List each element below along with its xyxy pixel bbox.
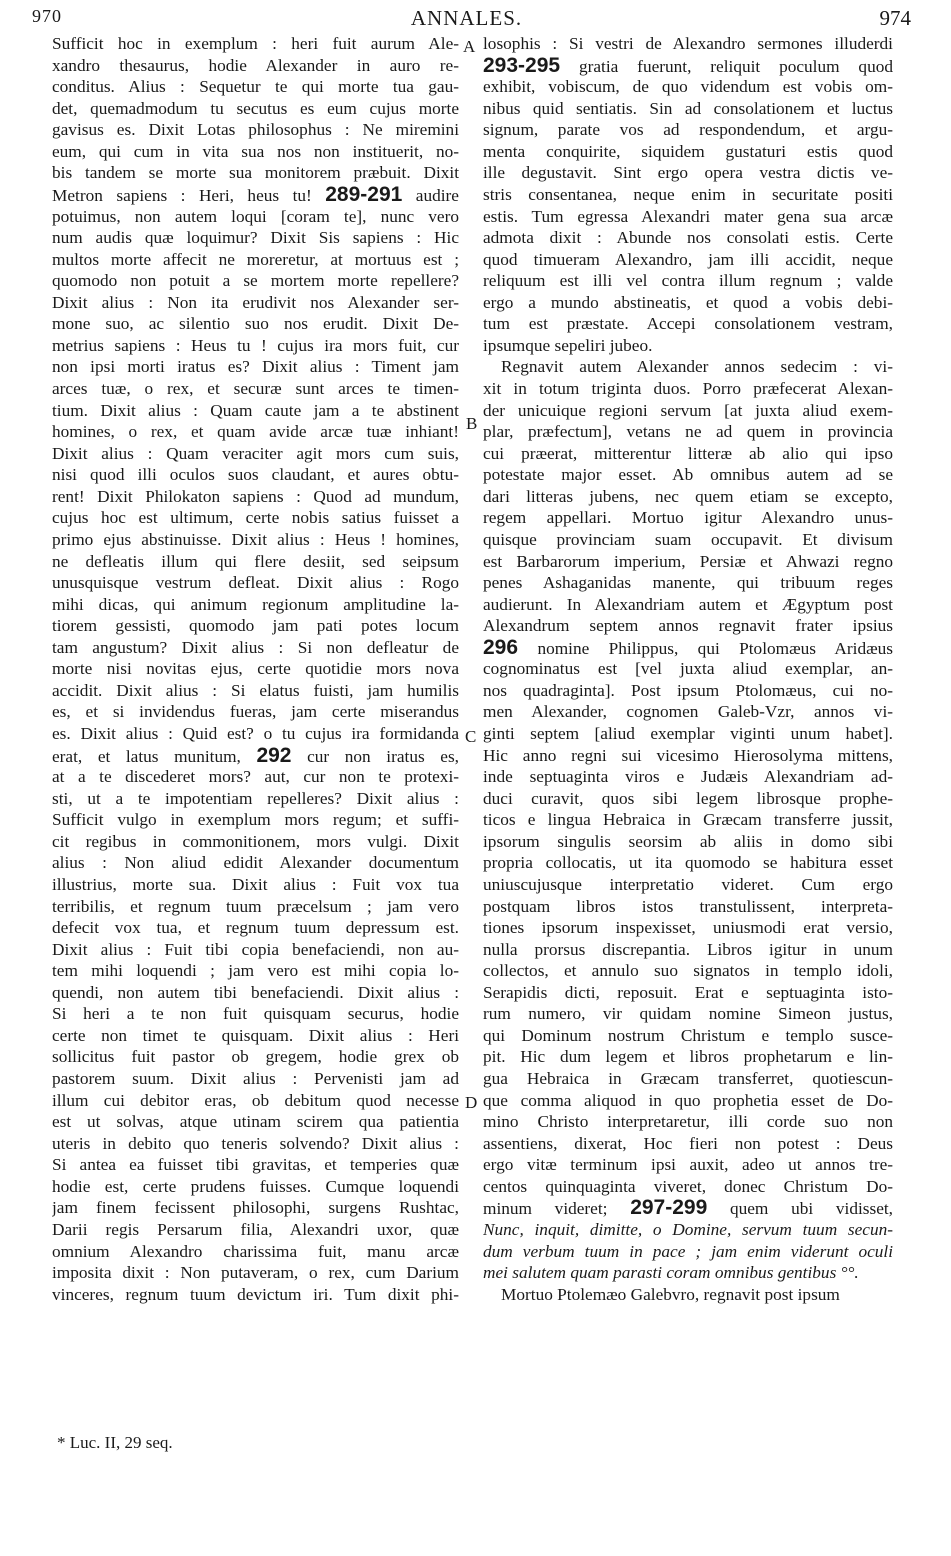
text-line [483, 680, 893, 702]
line-text: regem appellari. Mortuo igitur Alexandro unus- [483, 508, 893, 528]
line-text: es, et si invidendus fueras, jam certe miserandus [52, 702, 459, 722]
running-header [22, 6, 911, 32]
text-line [52, 292, 459, 314]
line-text: hodie est, certe prudens fuisses. Cumque loquendi [52, 1176, 459, 1196]
text-line [483, 529, 893, 551]
text-line [52, 637, 459, 659]
line-text: nos quadraginta]. Post ipsum Ptolomæus, cui no- [483, 680, 893, 700]
text-line [483, 1046, 893, 1068]
line-text: gratia fuerunt, reliquit poculum quod [578, 56, 893, 76]
line-text: men Alexander, cognomen Galeb-Vzr, annos vi- [483, 702, 893, 722]
text-line [52, 1003, 459, 1025]
line-text: admota dixit : Abunde nos consolati estis. Certe [483, 228, 893, 248]
line-text: pit. Hic dum legem et libros prophetarum e lin- [483, 1047, 893, 1067]
text-line [52, 766, 459, 788]
line-text: xit in totum triginta duos. Porro præfecerat Alexan- [483, 379, 893, 398]
line-text: quod timueram Alexandro, jam illi accidit, neque [483, 249, 893, 269]
text-line [52, 917, 459, 939]
text-line [483, 162, 893, 184]
text-line [483, 1176, 893, 1198]
text-line [483, 55, 893, 77]
text-line [483, 1090, 893, 1112]
line-text: defecit vox tua, et regnum tuum depressum est. [52, 918, 459, 938]
line-text: jam finem fecissent philosophi, surgens Rushtac, [52, 1198, 459, 1218]
page-number-left: 970 [32, 6, 62, 26]
text-line [483, 486, 893, 508]
text-line [483, 1284, 893, 1306]
line-text: audire [415, 185, 459, 205]
line-text: Dixit alius : Non ita erudivit nos Alexander ser- [52, 292, 459, 312]
text-line [52, 162, 459, 184]
marginal-number: 296 [483, 636, 519, 659]
text-line [483, 766, 893, 788]
line-text: certe non timet te quisquam. Dixit alius : Heri [52, 1025, 459, 1045]
text-line [52, 356, 459, 378]
text-line [483, 464, 893, 486]
text-line [52, 313, 459, 335]
line-text: Serapidis dicti, reposuit. Erat e septuaginta isto- [483, 982, 893, 1002]
text-line [483, 831, 893, 853]
text-line [52, 1176, 459, 1198]
text-line [483, 400, 893, 422]
line-text: unusquisque vestrum defleat. Dixit alius : Rogo [52, 573, 459, 593]
text-line [483, 809, 893, 831]
line-text: ginti septem [aliud exemplar viginti unum habet]. [483, 724, 893, 743]
line-text: tem mihi loquendi ; jam vero est mihi copia lo- [52, 961, 459, 981]
line-text: ergo a mundo abstineatis, et quod a vobis debi- [483, 292, 893, 312]
text-line [483, 982, 893, 1004]
text-line [483, 1025, 893, 1047]
text-line [483, 723, 893, 745]
line-text: quem ubi vidisset, [729, 1199, 893, 1219]
text-line [483, 119, 893, 141]
running-title: ANNALES. [410, 6, 523, 30]
text-line [483, 745, 893, 767]
line-text: multos morte affecit ne moreretur, at mortuus est ; [52, 249, 459, 269]
line-text: accidit. Dixit alius : Si elatus fuisti, jam humilis [52, 680, 459, 700]
text-line [52, 1241, 459, 1263]
text-line [483, 206, 893, 228]
text-line [483, 896, 893, 918]
margin-marker-a: A [463, 37, 476, 56]
line-text: rent! Dixit Philokaton sapiens : Quod ad mundum, [52, 486, 459, 506]
text-line [52, 486, 459, 508]
marginal-number: 292 [256, 744, 292, 767]
margin-marker-c: C [465, 727, 477, 746]
margin-marker-b: B [466, 414, 478, 433]
line-text: cujus hoc est ultimum, certe nobis satius fuisset a [52, 508, 459, 528]
line-text: centos quinquaginta viveret, donec Christum Do- [483, 1176, 893, 1196]
text-line [52, 680, 459, 702]
text-line [483, 939, 893, 961]
text-line [483, 356, 893, 378]
line-text: num audis quæ loquimur? Dixit Sis sapiens : Hic [52, 228, 459, 248]
line-text: cur non iratus es, [307, 746, 459, 766]
line-text: que comma aliquod in quo prophetia esset de Do- [483, 1090, 893, 1110]
text-line [52, 1025, 459, 1047]
text-line [52, 119, 459, 141]
text-line [52, 335, 459, 357]
right-column [483, 33, 893, 1305]
text-line [52, 723, 459, 745]
text-line [52, 788, 459, 810]
line-text: xandro thesaurus, hodie Alexander in auro re- [52, 55, 459, 75]
line-text: losophis : Si vestri de Alexandro sermones illuderdi [483, 34, 893, 53]
text-line [52, 141, 459, 163]
line-text: postquam libros istos transtulissent, interpreta- [483, 896, 893, 916]
line-text: propria collocatis, ut ita quomodo se habitura esset [483, 853, 893, 873]
text-line [483, 1262, 893, 1284]
line-text: mei salutem quam parasti coram omnibus gentibus °°. [483, 1263, 859, 1283]
line-text: reliquum est illi vel contra illum regnum ; valde [483, 271, 893, 291]
text-line [483, 1219, 893, 1241]
text-line [52, 809, 459, 831]
line-text: Sufficit vulgo in exemplum mors regum; et suffi- [52, 810, 459, 830]
line-text: assentiens, dixerat, Hoc fieri non potest : Deus [483, 1133, 893, 1153]
line-text: ne defleatis illum qui flere desiit, sed seipsum [52, 551, 459, 571]
text-line [483, 852, 893, 874]
marginal-number: 293-295 [483, 54, 561, 77]
line-text: dum verbum tuum in pace ; jam enim viderunt oculi [483, 1241, 893, 1261]
text-line [52, 615, 459, 637]
line-text: Dixit alius : Fuit tibi copia benefaciendi, non au- [52, 939, 459, 959]
line-text: nisi quod illi oculos suos claudant, et aures obtu- [52, 465, 459, 485]
line-text: stris consentanea, neque enim in securitate positi [483, 184, 893, 204]
marginal-number: 289-291 [325, 183, 403, 206]
text-line [52, 874, 459, 896]
text-line [52, 55, 459, 77]
text-line [483, 572, 893, 594]
margin-marker-d: D [465, 1093, 478, 1112]
line-text: sti, ut a te impotentiam repelleres? Dixit alius : [52, 788, 459, 808]
left-column [52, 33, 459, 1305]
text-line [483, 1003, 893, 1025]
text-line [52, 421, 459, 443]
line-text: ipsumque sepeliri jubeo. [483, 335, 653, 355]
text-line [483, 507, 893, 529]
line-text: mihi dicas, qui animum regionum amplitudine la- [52, 594, 459, 614]
line-text: minum videret; [483, 1199, 608, 1219]
text-line [52, 1090, 459, 1112]
line-text: mino Christo interpretaretur, illi corde suo non [483, 1112, 893, 1132]
text-line [483, 1111, 893, 1133]
line-text: ticos e lingua Hebraica in Græcam transferre jussit, [483, 810, 893, 830]
line-text: gua Hebraica in Græcam transferret, quotiescun- [483, 1069, 893, 1088]
text-line [483, 1133, 893, 1155]
page-number-right: 974 [879, 6, 911, 30]
text-line [52, 184, 459, 206]
line-text: uniuscujusque interpretatio videret. Cum ergo [483, 874, 893, 894]
text-line [52, 658, 459, 680]
text-line [483, 1241, 893, 1263]
line-text: collectos, et annulo suo signatos in templo idoli, [483, 961, 893, 981]
line-text: Darii regis Persarum filia, Alexandri uxor, quæ [52, 1219, 459, 1239]
line-text: Sufficit hoc in exemplum : heri fuit aurum Ale- [52, 34, 459, 53]
line-text: tam angustum? Dixit alius : Si non defleatur de [52, 637, 459, 657]
text-line [483, 313, 893, 335]
line-text: qui Dominum nostrum Christum e templo susce- [483, 1025, 893, 1045]
line-text: det, quemadmodum tu secutus es eum cujus morte [52, 98, 459, 118]
line-text: exhibit, vobiscum, de quo videndum est vobis om- [483, 77, 893, 97]
line-text: eum, qui cum in vita sua nos non instituerit, no- [52, 141, 459, 161]
line-text: est ut solvas, atque utinam scirem qua patientia [52, 1112, 459, 1132]
line-text: signum, parate vos ad respondendum, et argu- [483, 120, 893, 140]
text-line [483, 1068, 893, 1090]
line-text: at a te discederet mors? aut, cur non te protexi- [52, 767, 459, 787]
line-text: homines, o rex, et quam avide arcæ tuæ inhiant! [52, 422, 459, 442]
line-text: bis tandem se morte sua monitorem præbuit. Dixit [52, 163, 459, 183]
line-text: der unicuique regioni servum [at juxta aliud exem- [483, 400, 893, 420]
line-text: tum est præstate. Accepi consolationem vestram, [483, 314, 893, 334]
text-line [52, 1068, 459, 1090]
line-text: nomine Philippus, qui Ptolomæus Aridæus [537, 638, 893, 658]
line-text: nibus quid sentiatis. Sin ad consolationem et luctus [483, 98, 893, 118]
line-text: tiorem gessisti, quomodo jam pati potes locum [52, 616, 459, 636]
text-line [483, 874, 893, 896]
line-text: Alexandrum septem annos regnavit frater ipsius [483, 616, 893, 636]
line-text: potestate major esset. Ab omnibus autem ad se [483, 465, 893, 485]
text-line [52, 1262, 459, 1284]
line-text: Metron sapiens : Heri, heus tu! [52, 185, 312, 205]
text-line [52, 960, 459, 982]
line-text: nulla prorsus discrepantia. Libros igitur in unum [483, 939, 893, 959]
text-line [483, 76, 893, 98]
text-line [483, 98, 893, 120]
text-line [52, 701, 459, 723]
line-text: pastorem suum. Dixit alius : Pervenisti jam ad [52, 1069, 459, 1088]
line-text: Mortuo Ptolemæo Galebvro, regnavit post ipsum [501, 1284, 840, 1304]
text-line [52, 378, 459, 400]
line-text: omnium Alexandro charissima fuit, manu arcæ [52, 1241, 459, 1261]
line-text: non ipsi morti iratus es? Dixit alius : Timent jam [52, 357, 459, 377]
text-line [52, 227, 459, 249]
line-text: mone suo, ac silentio suo nos erudit. Dixit De- [52, 314, 459, 334]
line-text: vinceres, regnum tuum devictum iri. Tum dixit phi- [52, 1284, 459, 1304]
text-line [483, 141, 893, 163]
line-text: sollicitus fuit pastor ob gregem, hodie grex ob [52, 1047, 459, 1067]
line-text: menta conquirite, siquidem gustaturi estis quod [483, 141, 893, 161]
text-line [52, 98, 459, 120]
line-text: tium. Dixit alius : Quam caute jam a te abstinent [52, 400, 459, 420]
text-line [52, 1219, 459, 1241]
text-line [483, 551, 893, 573]
line-text: Dixit alius : Quam veraciter agit mors cum suis, [52, 443, 459, 463]
text-line [52, 1284, 459, 1306]
line-text: tiones ipsorum inspexisset, uniusmodi erat versio, [483, 918, 893, 938]
text-line [52, 1197, 459, 1219]
text-line [52, 572, 459, 594]
line-text: quendi, non autem tibi benefaciendi. Dixit alius : [52, 982, 459, 1002]
text-line [483, 33, 893, 55]
text-line [483, 594, 893, 616]
line-text: estis. Tum egressa Alexandri mater gena sua arcæ [483, 206, 893, 226]
text-line [52, 76, 459, 98]
line-text: conditus. Alius : Sequetur te qui morte tua gau- [52, 77, 459, 97]
text-line [483, 960, 893, 982]
line-text: est Barbarorum imperium, Persiæ et Ahwazi regno [483, 551, 893, 571]
line-text: rum numero, vir quidam nomine Simeon justus, [483, 1004, 893, 1024]
line-text: ille degustavit. Sint ergo opera vestra dictis ve- [483, 163, 893, 183]
text-line [52, 507, 459, 529]
line-text: imposita dixit : Non putaveram, o rex, cum Darium [52, 1263, 459, 1283]
text-line [52, 270, 459, 292]
line-text: quomodo non potuit a se mortem morte repellere? [52, 271, 459, 291]
line-text: cui præerat, mitterentur litteræ ab alio qui ipso [483, 443, 893, 463]
text-line [52, 1133, 459, 1155]
line-text: plar, præfectum], vetans ne ad quem in provincia [483, 422, 893, 442]
line-text: Si antea ea fuisset tibi gravitas, et temperies quæ [52, 1155, 459, 1175]
text-line [52, 443, 459, 465]
line-text: cit regibus in commonitionem, mors vulgi. Dixit [52, 831, 459, 851]
text-line [52, 464, 459, 486]
text-line [483, 292, 893, 314]
text-line [483, 701, 893, 723]
line-text: illustrius, morte sua. Dixit alius : Fuit vox tua [52, 874, 459, 894]
text-line [52, 1111, 459, 1133]
line-text: Regnavit autem Alexander annos sedecim : vi- [501, 357, 893, 377]
line-text: dari litteras jubens, nec quem etiam se excepto, [483, 486, 893, 506]
line-text: arces tuæ, o rex, et securæ sunt arces te timen- [52, 379, 459, 398]
line-text: uteris in debito quo teneris solvendo? Dixit alius : [52, 1133, 459, 1153]
text-line [52, 1154, 459, 1176]
text-line [52, 249, 459, 271]
line-text: ipsorum singulis seorsim ab aliis in domo sibi [483, 831, 893, 851]
text-line [52, 852, 459, 874]
line-text: penes Ashaganidas manente, qui tribuum reges [483, 573, 893, 593]
line-text: Hic anno regni sui vicesimo Hierosolyma mittens, [483, 745, 893, 765]
text-line [483, 615, 893, 637]
text-line [52, 551, 459, 573]
text-line [52, 594, 459, 616]
text-line [483, 184, 893, 206]
line-text: gavisus es. Dixit Lotas philosophus : Ne miremini [52, 120, 459, 140]
line-text: ergo vitæ terminum ipsi auxit, adeo ut annos tre- [483, 1155, 893, 1175]
line-text: Si heri a te non fuit quisquam securus, hodie [52, 1004, 459, 1024]
line-text: es. Dixit alius : Quid est? o tu cujus ira formidanda [52, 724, 459, 743]
line-text: audierunt. In Alexandriam autem et Ægyptum post [483, 594, 893, 614]
text-line [52, 206, 459, 228]
text-line [52, 896, 459, 918]
line-text: erat, et latus munitum, [52, 746, 241, 766]
text-line [52, 400, 459, 422]
text-line [483, 658, 893, 680]
text-line [52, 939, 459, 961]
line-text: morte nisi novitas ejus, certe quotidie mors nova [52, 659, 459, 679]
text-line [483, 917, 893, 939]
line-text: primo ejus abstinuisse. Dixit alius : Heus ! homines, [52, 529, 459, 549]
text-line [483, 421, 893, 443]
line-text: alius : Non aliud edidit Alexander documentum [52, 853, 459, 873]
line-text: potuimus, non autem loqui [coram te], nunc vero [52, 206, 459, 226]
text-line [483, 270, 893, 292]
text-line [483, 249, 893, 271]
line-text: Nunc, inquit, dimitte, o Domine, servum tuum secun- [483, 1219, 893, 1239]
line-text: metrius sapiens : Heus tu ! cujus ira mors fuit, cur [52, 335, 459, 355]
text-line [52, 529, 459, 551]
line-text: terribilis, et regnum tuum præcelsum ; jam vero [52, 896, 459, 916]
text-line [52, 1046, 459, 1068]
text-line [52, 982, 459, 1004]
footnote: * Luc. II, 29 seq. [57, 1433, 173, 1452]
text-line [483, 1154, 893, 1176]
line-text: duci curavit, quos sibi legem librosque prophe- [483, 788, 893, 808]
text-line [52, 831, 459, 853]
text-line [483, 788, 893, 810]
marginal-number: 297-299 [630, 1197, 708, 1219]
line-text: cognominatus est [vel juxta aliud exemplar, an- [483, 659, 893, 679]
line-text: illum cui debitor eras, ob debitum quod necesse [52, 1090, 459, 1110]
text-line [483, 335, 893, 357]
line-text: inde septuaginta viros e Judæis Alexandriam ad- [483, 767, 893, 787]
text-line [483, 1197, 893, 1219]
line-text: quisque provinciam suam occupavit. Et divisum [483, 529, 893, 549]
text-line [483, 227, 893, 249]
text-line [483, 637, 893, 659]
text-line [483, 443, 893, 465]
text-line [483, 378, 893, 400]
text-line [52, 745, 459, 767]
text-line [52, 33, 459, 55]
